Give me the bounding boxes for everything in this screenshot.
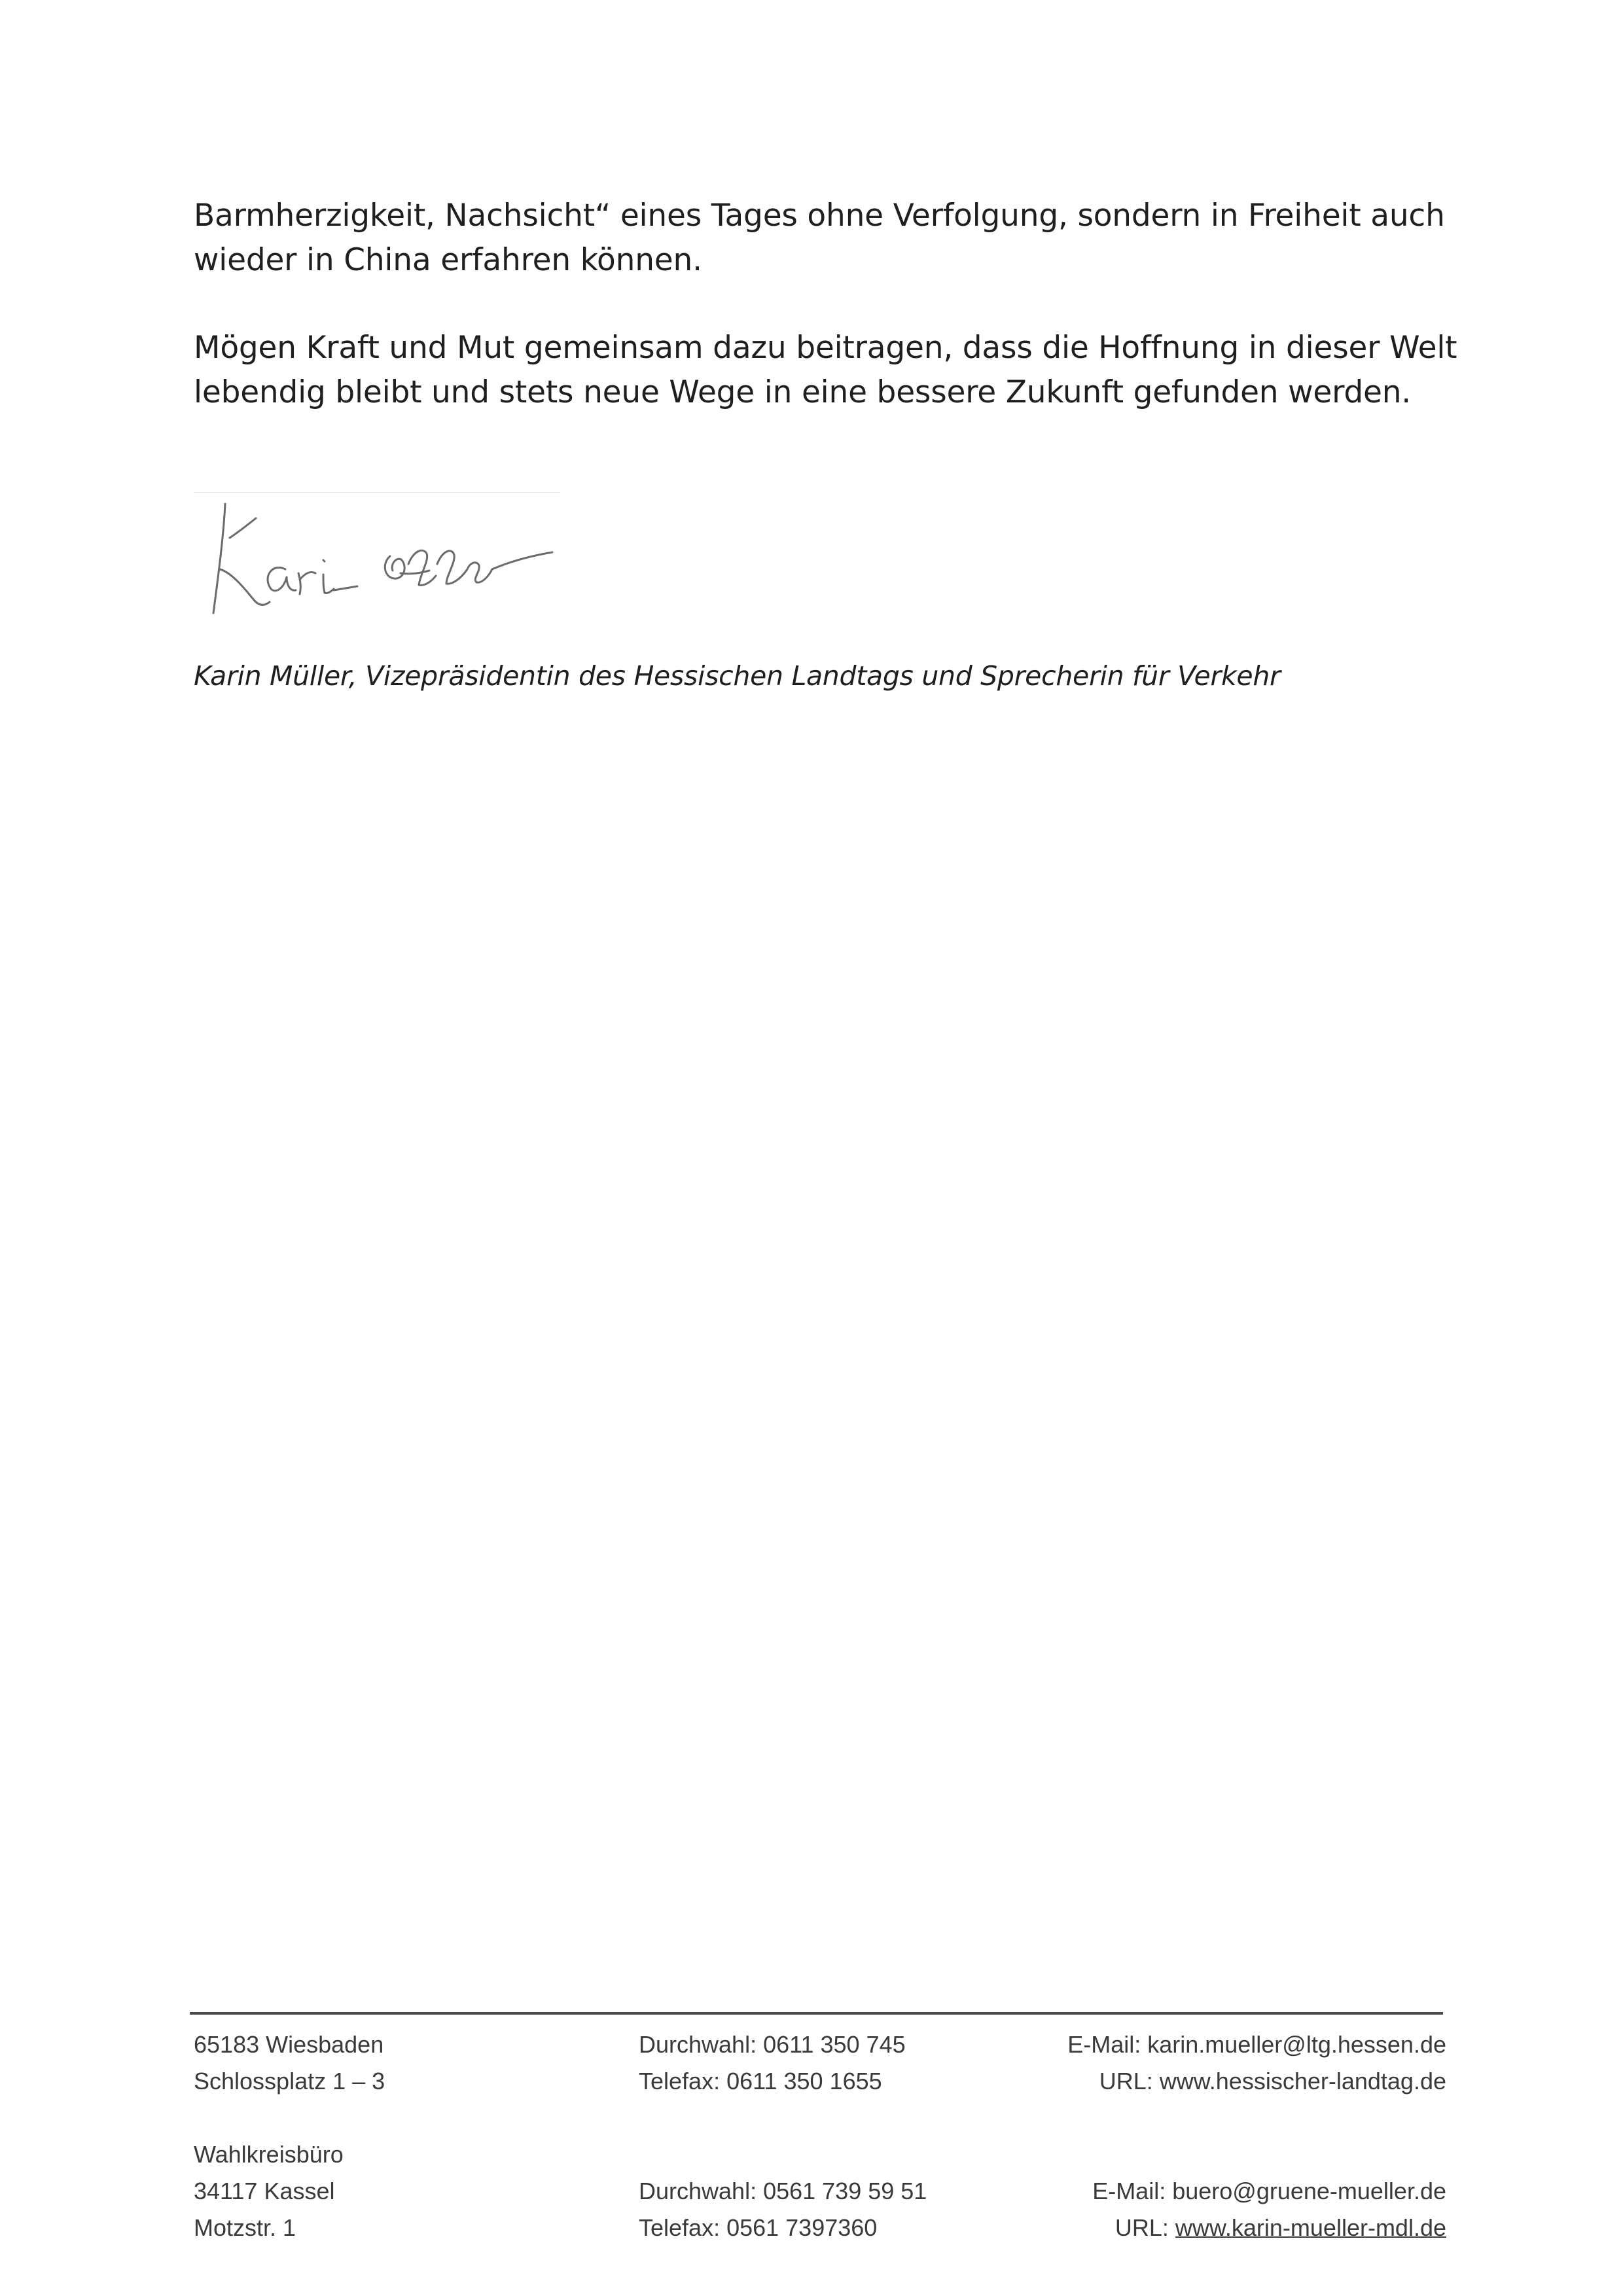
footer-wahlkreis-street: Motzstr. 1 — [194, 2214, 296, 2241]
footer-landtag-phone: Durchwahl: 0611 350 745 — [639, 2031, 906, 2058]
footer-url-label: URL: — [1115, 2214, 1175, 2241]
footer-landtag-city: 65183 Wiesbaden — [194, 2031, 384, 2058]
body-paragraph-2 — [194, 326, 1457, 415]
footer-wahlkreis-url — [1115, 2210, 1446, 2246]
footer-landtag-street: Schlossplatz 1 – 3 — [194, 2068, 385, 2094]
footer-landtag-email[interactable]: E-Mail: karin.mueller@ltg.hessen.de — [1067, 2031, 1446, 2058]
paragraph-line: wieder in China erfahren können. — [194, 242, 702, 278]
footer-landtag-url[interactable]: URL: www.hessischer-landtag.de — [1099, 2068, 1446, 2094]
footer-wahlkreis-city: 34117 Kassel — [194, 2178, 335, 2204]
footer-landtag-fax: Telefax: 0611 350 1655 — [639, 2068, 882, 2094]
paragraph-line: Barmherzigkeit, Nachsicht“ eines Tages ohne Verfolgung, sondern in Freiheit auch — [194, 198, 1445, 234]
footer-wahlkreis-fax: Telefax: 0561 7397360 — [639, 2214, 878, 2241]
paragraph-line: Mögen Kraft und Mut gemeinsam dazu beitragen, dass die Hoffnung in dieser Welt — [194, 330, 1457, 366]
handwritten-signature — [194, 492, 573, 629]
body-paragraph-1 — [194, 194, 1445, 283]
footer-divider — [190, 2012, 1443, 2015]
footer-website-link[interactable]: www.karin-mueller-mdl.de — [1175, 2214, 1446, 2241]
signature-caption: Karin Müller, Vizepräsidentin des Hessischen Landtags und Sprecherin für Verkehr — [194, 660, 1281, 692]
footer-wahlkreis-email[interactable]: E-Mail: buero@gruene-mueller.de — [1092, 2178, 1446, 2204]
paragraph-line: lebendig bleibt und stets neue Wege in eine bessere Zukunft gefunden werden. — [194, 374, 1412, 410]
footer-wahlkreis-phone: Durchwahl: 0561 739 59 51 — [639, 2178, 927, 2204]
footer-wahlkreis-heading: Wahlkreisbüro — [194, 2141, 344, 2168]
